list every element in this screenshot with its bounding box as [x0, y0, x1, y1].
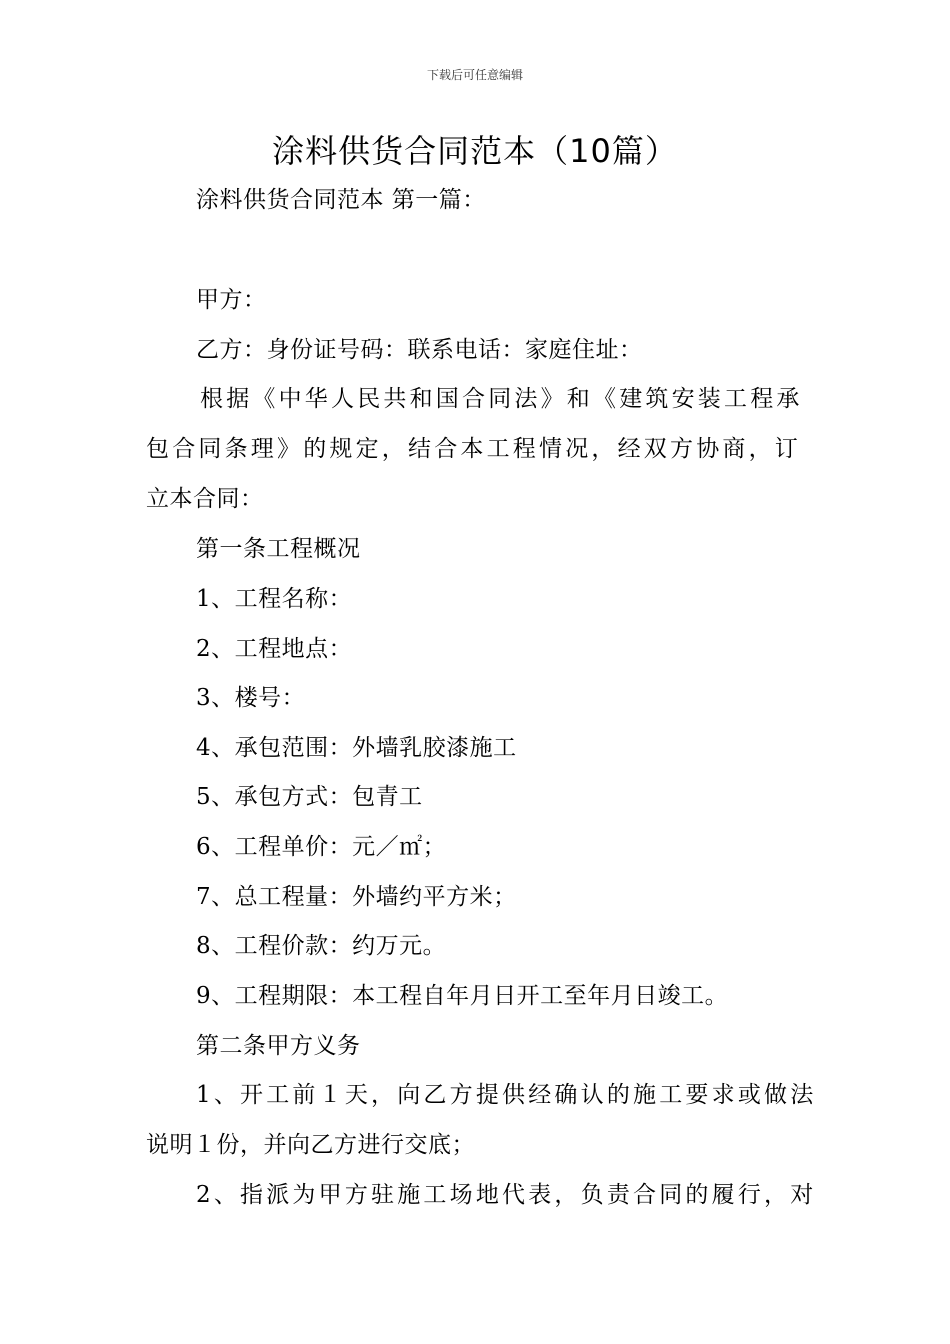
- section-1-item: 1、工程名称：: [196, 586, 353, 612]
- section-2-item-2: 2、指派为甲方驻施工场地代表，负责合同的履行，对: [196, 1182, 817, 1208]
- section-2-item-1-line-2: 说明１份，并向乙方进行交底；: [146, 1132, 475, 1158]
- intro-line-3: 立本合同：: [146, 486, 264, 512]
- document-subtitle: 涂料供货合同范本 第一篇：: [196, 187, 486, 213]
- section-1-item: 3、楼号：: [196, 685, 306, 711]
- section-2-item-1-line-1: 1、开工前１天，向乙方提供经确认的施工要求或做法: [196, 1082, 817, 1108]
- header-note: 下载后可任意编辑: [426, 68, 523, 82]
- section-2-heading: 第二条甲方义务: [196, 1033, 361, 1059]
- section-1-heading: 第一条工程概况: [196, 536, 361, 562]
- section-1-item: 4、承包范围：外墙乳胶漆施工: [196, 735, 517, 761]
- section-1-item: 5、承包方式：包青工: [196, 784, 423, 810]
- party-b-line: 乙方：身份证号码：联系电话：家庭住址：: [196, 337, 643, 363]
- section-1-item: 7、总工程量：外墙约平方米；: [196, 884, 517, 910]
- party-a-line: 甲方：: [196, 287, 267, 313]
- document-title: 涂料供货合同范本（10篇）: [272, 132, 678, 170]
- intro-line-1: 根据《中华人民共和国合同法》和《建筑安装工程承: [200, 386, 803, 412]
- section-1-item: 6、工程单价：元／㎡；: [196, 834, 447, 860]
- intro-line-2: 包合同条理》的规定，结合本工程情况，经双方协商，订: [146, 436, 801, 462]
- section-1-item: 9、工程期限：本工程自年月日开工至年月日竣工。: [196, 983, 729, 1009]
- section-1-item: 2、工程地点：: [196, 636, 353, 662]
- section-1-item: 8、工程价款：约万元。: [196, 933, 447, 959]
